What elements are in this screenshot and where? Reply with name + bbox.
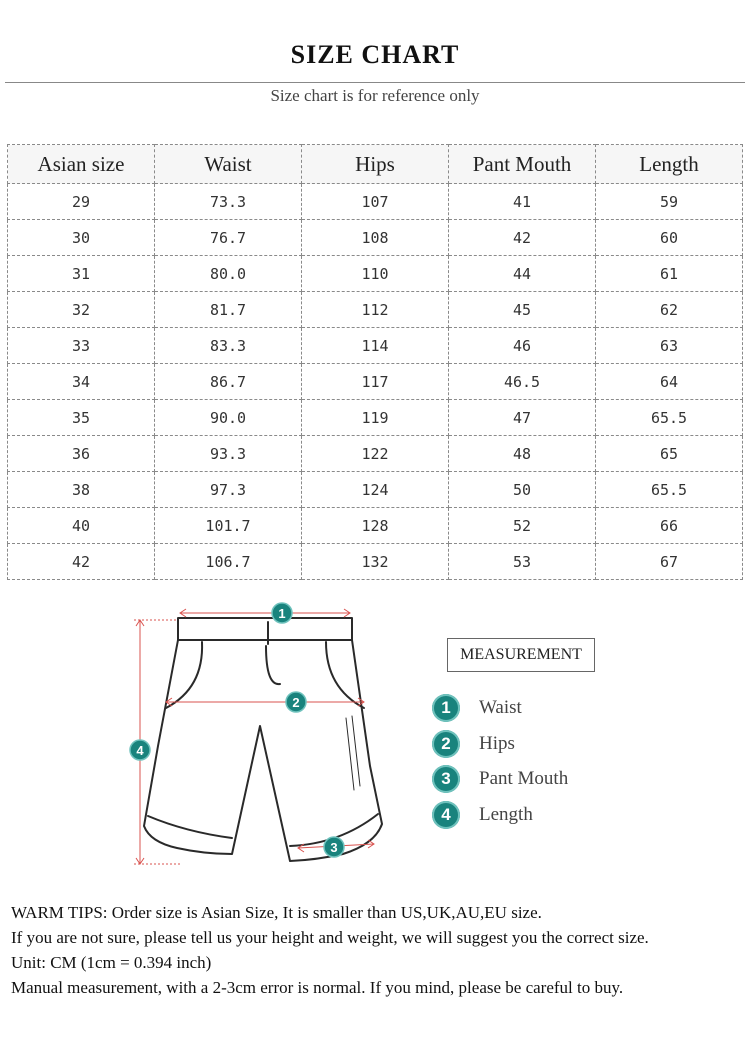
page-title: SIZE CHART: [290, 40, 460, 69]
table-row: [8, 220, 743, 256]
column-header: Waist: [155, 145, 302, 184]
table-cell: 32: [8, 292, 155, 328]
table-cell: 117: [302, 364, 449, 400]
table-row: [8, 436, 743, 472]
table-row: [8, 508, 743, 544]
shorts-outline: [144, 618, 382, 861]
left-hem: [148, 816, 232, 838]
table-cell: 65.5: [596, 400, 743, 436]
table-cell: 114: [302, 328, 449, 364]
table-cell: 50: [449, 472, 596, 508]
table-cell: 65: [596, 436, 743, 472]
legend-item-waist: [432, 694, 632, 724]
number-2-badge: 2: [432, 730, 460, 758]
number-4-badge: 4: [432, 801, 460, 829]
table-cell: 41: [449, 184, 596, 220]
table-cell: 46.5: [449, 364, 596, 400]
svg-text:3: 3: [330, 840, 338, 855]
svg-text:1: 1: [278, 606, 286, 621]
tips-line-1: WARM TIPS: Order size is Asian Size, It is smaller than US,UK,AU,EU size.: [11, 903, 542, 922]
number-1-badge: 1: [432, 694, 460, 722]
table-cell: 31: [8, 256, 155, 292]
table-cell: 73.3: [155, 184, 302, 220]
column-header: Pant Mouth: [449, 145, 596, 184]
table-cell: 62: [596, 292, 743, 328]
table-cell: 60: [596, 220, 743, 256]
warm-tips: [11, 900, 741, 1000]
column-header: Hips: [302, 145, 449, 184]
table-cell: 33: [8, 328, 155, 364]
right-seam-2: [346, 718, 354, 790]
table-cell: 66: [596, 508, 743, 544]
table-cell: 97.3: [155, 472, 302, 508]
table-cell: 46: [449, 328, 596, 364]
table-body: [8, 184, 743, 580]
tips-line-3: Unit: CM (1cm = 0.394 inch): [11, 953, 212, 972]
table-cell: 76.7: [155, 220, 302, 256]
table-cell: 108: [302, 220, 449, 256]
legend-item-hips: [432, 730, 632, 760]
table-cell: 80.0: [155, 256, 302, 292]
table-cell: 93.3: [155, 436, 302, 472]
table-cell: 61: [596, 256, 743, 292]
legend-item-length: [432, 801, 632, 831]
table-cell: 132: [302, 544, 449, 580]
table-cell: 63: [596, 328, 743, 364]
title-divider: [5, 82, 745, 83]
table-cell: 35: [8, 400, 155, 436]
table-cell: 29: [8, 184, 155, 220]
legend-item-pant-mouth: [432, 765, 632, 795]
number-3-badge: 3: [432, 765, 460, 793]
table-cell: 124: [302, 472, 449, 508]
table-cell: 81.7: [155, 292, 302, 328]
table-cell: 42: [449, 220, 596, 256]
page-subtitle: Size chart is for reference only: [270, 86, 480, 105]
marker-4: [130, 740, 150, 760]
fly-line: [266, 622, 280, 684]
table-row: [8, 292, 743, 328]
svg-text:2: 2: [292, 695, 300, 710]
table-row: [8, 328, 743, 364]
legend-label: Length: [479, 804, 533, 825]
table-cell: 83.3: [155, 328, 302, 364]
table-cell: 42: [8, 544, 155, 580]
table-row: [8, 544, 743, 580]
table-cell: 38: [8, 472, 155, 508]
table-cell: 65.5: [596, 472, 743, 508]
legend-label: Waist: [479, 697, 522, 718]
svg-text:4: 4: [136, 743, 144, 758]
table-cell: 45: [449, 292, 596, 328]
tips-line-2: If you are not sure, please tell us your height and weight, we will suggest you the correct size.: [11, 928, 649, 947]
table-row: [8, 184, 743, 220]
table-cell: 44: [449, 256, 596, 292]
size-table: [7, 144, 743, 580]
table-cell: 53: [449, 544, 596, 580]
table-cell: 52: [449, 508, 596, 544]
marker-3: [324, 837, 344, 857]
table-cell: 30: [8, 220, 155, 256]
table-cell: 36: [8, 436, 155, 472]
table-header-row: [8, 145, 743, 184]
table-cell: 47: [449, 400, 596, 436]
column-header: Length: [596, 145, 743, 184]
table-row: [8, 364, 743, 400]
table-cell: 106.7: [155, 544, 302, 580]
legend-label: Hips: [479, 733, 515, 754]
table-cell: 48: [449, 436, 596, 472]
column-header: Asian size: [8, 145, 155, 184]
marker-1: [272, 603, 292, 623]
table-cell: 86.7: [155, 364, 302, 400]
table-cell: 40: [8, 508, 155, 544]
table-cell: 101.7: [155, 508, 302, 544]
shorts-diagram: [120, 596, 400, 886]
right-seam: [352, 716, 360, 786]
table-cell: 107: [302, 184, 449, 220]
table-cell: 112: [302, 292, 449, 328]
table-cell: 128: [302, 508, 449, 544]
tips-line-4: Manual measurement, with a 2-3cm error is normal. If you mind, please be careful to buy.: [11, 978, 624, 997]
legend-label: Pant Mouth: [479, 768, 569, 789]
table-cell: 67: [596, 544, 743, 580]
table-cell: 122: [302, 436, 449, 472]
measurement-title: MEASUREMENT: [447, 638, 595, 672]
table-row: [8, 256, 743, 292]
table-cell: 110: [302, 256, 449, 292]
table-cell: 59: [596, 184, 743, 220]
table-row: [8, 400, 743, 436]
table-row: [8, 472, 743, 508]
table-cell: 119: [302, 400, 449, 436]
marker-2: [286, 692, 306, 712]
table-cell: 90.0: [155, 400, 302, 436]
table-cell: 64: [596, 364, 743, 400]
table-cell: 34: [8, 364, 155, 400]
